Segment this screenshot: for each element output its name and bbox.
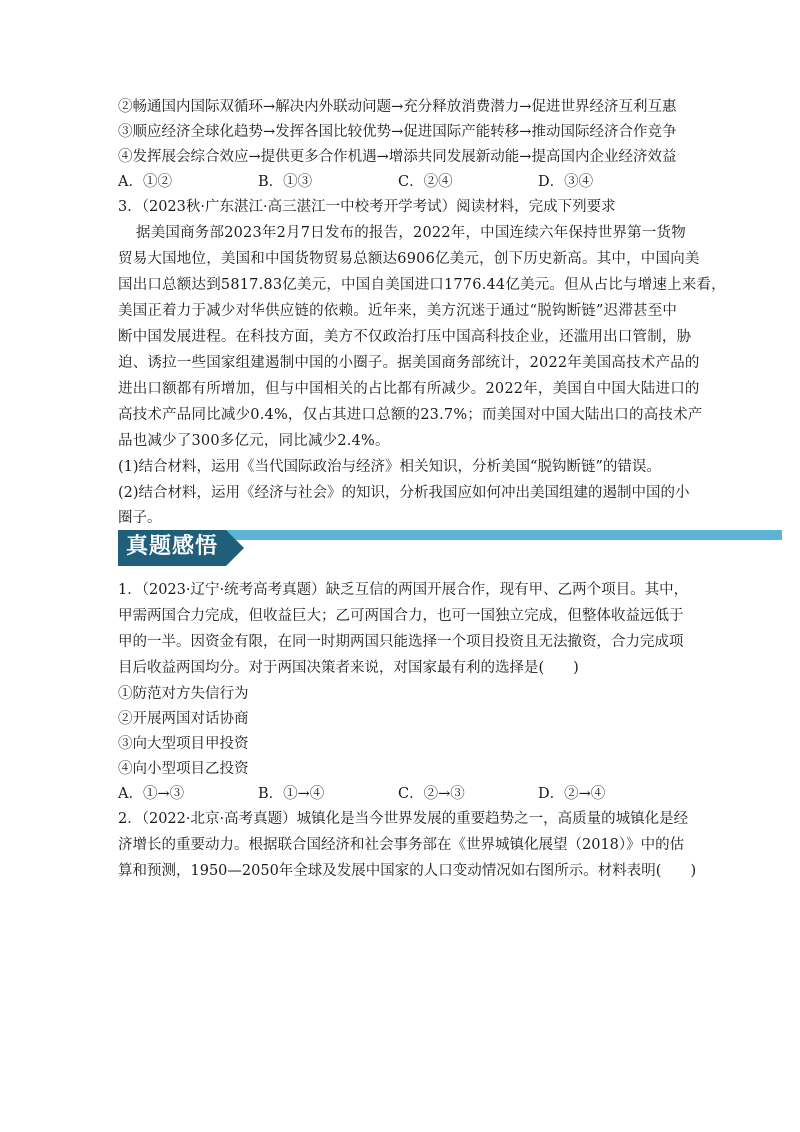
choice-a: A．①② <box>118 174 172 190</box>
material-line: 品也减少了300多亿元，同比减少2.4%。 <box>118 433 390 449</box>
material-line: 贸易大国地位，美国和中国货物贸易总额达6906亿美元，创下历史新高。其中，中国向美 <box>118 251 700 267</box>
material-line: 进出口额都有所增加，但与中国相关的占比都有所减少。2022年，美国自中国大陆进口的 <box>118 381 700 397</box>
section-banner <box>118 528 782 568</box>
material-line: 国出口总额达到5817.83亿美元，中国自美国进口1776.44亿美元。但从占比与增速上来看， <box>118 277 726 293</box>
choice-c: C．②④ <box>398 174 453 190</box>
real-q2-line: 算和预测，1950—2050年全球及发展中国家的人口变动情况如右图所示。材料表明( ) <box>118 863 697 879</box>
sub-question-2-cont: 圈子。 <box>118 510 162 526</box>
real-q2-line: 济增长的重要动力。根据联合国经济和社会事务部在《世界城镇化展望（2018）》中的估 <box>118 837 685 853</box>
real-q1-item: ④向小型项目乙投资 <box>118 761 249 777</box>
material-line: 据美国商务部2023年2月7日发布的报告，2022年，中国连续六年保持世界第一货物 <box>136 225 686 241</box>
option-4-line: ④发挥展会综合效应→提供更多合作机遇→增添共同发展新动能→提高国内企业经济效益 <box>118 149 677 165</box>
choice-d: D．③④ <box>538 174 594 190</box>
real-q1-line: 甲的一半。因资金有限，在同一时期两国只能选择一个项目投资且无法撤资，合力完成项 <box>118 634 684 650</box>
real-q1-choice-c: C．②→③ <box>398 786 465 802</box>
material-line: 美国正着力于减少对华供应链的依赖。近年来，美方沉迷于通过“脱钩断链”迟滞甚至中 <box>118 303 678 319</box>
material-line: 迫、诱拉一些国家组建遏制中国的小圈子。据美国商务部统计，2022年美国高技术产品的 <box>118 355 700 371</box>
option-3-line: ③顺应经济全球化趋势→发挥各国比较优势→促进国际产能转移→推动国际经济合作竞争 <box>118 124 677 140</box>
material-line: 高技术产品同比减少0.4%，仅占其进口总额的23.7%；而美国对中国大陆出口的高技术产 <box>118 407 703 423</box>
option-2-line: ②畅通国内国际双循环→解决内外联动问题→充分释放消费潜力→促进世界经济互利互惠 <box>118 99 677 115</box>
real-q1-item: ①防范对方失信行为 <box>118 686 249 702</box>
real-q1-choice-b: B．①→④ <box>258 786 325 802</box>
section-title: 真题感悟 <box>126 534 219 559</box>
question-3-title: 3．（2023秋·广东湛江·高三湛江一中校考开学考试）阅读材料，完成下列要求 <box>118 199 616 215</box>
real-q1-line: 目后收益两国均分。对于两国决策者来说，对国家最有利的选择是( ) <box>118 660 579 676</box>
real-q1-item: ③向大型项目甲投资 <box>118 736 249 752</box>
real-q1-line: 1．（2023·辽宁·统考高考真题）缺乏互信的两国开展合作，现有甲、乙两个项目。其中， <box>118 582 689 598</box>
real-q1-choice-d: D．②→④ <box>538 786 606 802</box>
real-q1-line: 甲需两国合力完成，但收益巨大；乙可两国合力，也可一国独立完成，但整体收益远低于 <box>118 608 684 624</box>
choice-b: B．①③ <box>258 174 313 190</box>
real-q2-line: 2．（2022·北京·高考真题）城镇化是当今世界发展的重要趋势之一，高质量的城镇化是经 <box>118 811 689 827</box>
sub-question-1: (1)结合材料，运用《当代国际政治与经济》相关知识，分析美国“脱钩断链”的错误。 <box>118 459 661 475</box>
sub-question-2: (2)结合材料，运用《经济与社会》的知识，分析我国应如何冲出美国组建的遏制中国的小 <box>118 485 690 501</box>
real-q1-choice-a: A．①→③ <box>118 786 185 802</box>
material-line: 断中国发展进程。在科技方面，美方不仅政治打压中国高科技企业，还滥用出口管制，胁 <box>118 329 692 345</box>
real-q1-item: ②开展两国对话协商 <box>118 711 249 727</box>
